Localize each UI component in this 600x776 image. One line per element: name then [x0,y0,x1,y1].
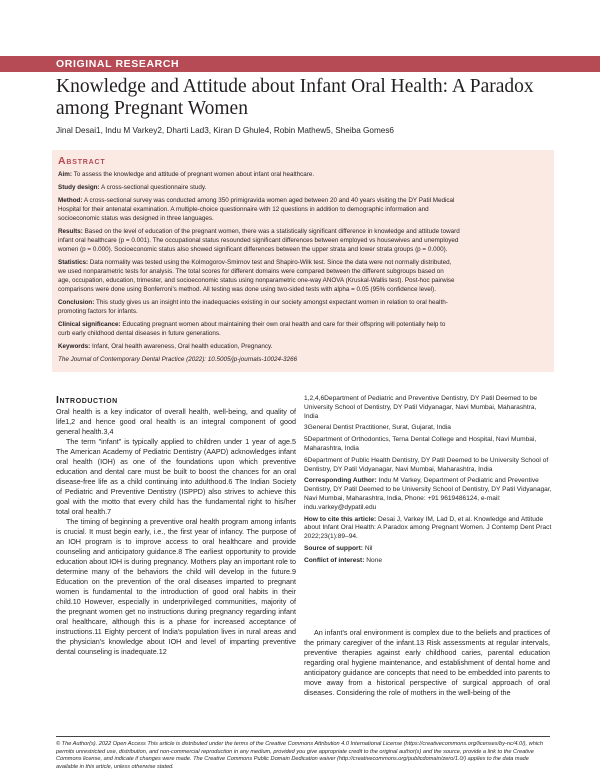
affiliations-block [304,395,552,569]
citation: How to cite this article: Desai J, Varkey IM, Lad D, et al. Knowledge and Attitude about Infant Oral Health: A Paradox among Pregnant Women. J Contemp Dent Pract 2022;23(1):89–94. [304,515,552,541]
abstract-results-line: women (p = 0.000). Socioeconomic status also showed significant differences between the upper strata and lower strata groups (p = 0.000). [58,246,448,253]
abstract-results-line: infant oral healthcare (p = 0.001). The occupational status resounded significant differences between employed vs housewives and unemployed [58,237,459,244]
section-banner [0,56,600,72]
abstract-heading: Abstract [58,155,106,167]
source-of-support: Source of support: Nil [304,544,373,552]
abstract-conclusion: Conclusion: This study gives us an insight into the inadequacies existing in our society amongst expectant women in relation to oral health- [58,299,448,306]
abstract-keywords: Keywords: Infant, Oral health awareness, Oral health education, Pregnancy. [58,343,273,350]
corresponding-author: Corresponding Author: Indu M Varkey, Department of Pediatric and Preventive Dentistry, DY Patil Deemed to be University School of Dentistry, DY Patil Vidyanagar, Navi Mumbai, Maharashtra, India, Phone: +91 9619486124, e-mail: indu.varkey@dypatil.edu [304,477,552,511]
abstract-statistics-line: age, occupation, education, trimester, and socioeconomic status using nonparametric one-way ANOVA (Kruskal-Wallis test). Post-hoc pairwise [58,277,455,284]
abstract-results: Results: Based on the level of education of the pregnant women, there was a statistically significant difference in knowledge and attitude toward [58,228,460,235]
author-list: Jinal Desai1, Indu M Varkey2, Dharti Lad3, Kiran D Ghule4, Robin Mathew5, Sheiba Gomes6 [56,126,394,135]
abstract-clinical-line: curb early childhood dental diseases in future generations. [58,330,221,337]
affiliation: 3General Dentist Practitioner, Surat, Gujarat, India [304,424,451,432]
introduction-column [56,407,296,657]
affiliation: 5Department of Orthodontics, Terna Dental College and Hospital, Navi Mumbai, Maharashtra, India [304,436,537,452]
title-line-2: among Pregnant Women [56,98,248,119]
affiliation: 6Department of Public Health Dentistry, DY Patil Deemed to be University School of Dentistry, DY Patil Vidyanagar, Navi Mumbai, Maharashtra, India [304,456,549,473]
abstract-method-line: socioeconomic status was designed in three languages. [58,215,214,222]
section-label: ORIGINAL RESEARCH [56,58,180,70]
abstract-aim: Aim: To assess the knowledge and attitude of pregnant women about infant oral healthcare. [58,171,315,178]
intro-paragraph: Oral health is a key indicator of overall health, well-being, and quality of life1,2 and hence good oral health is an integral component of good general health.3,4 [56,407,296,436]
introduction-heading: Introduction [56,394,118,406]
abstract-statistics-line: comparisons were done using Bonferroni's method. All testing was done using two-sided tests with alpha = 0.05 (95% confidence level). [58,286,437,293]
abstract-method-line: Hospital for their antenatal examination. A multiple-choice questionnaire with 12 questions in addition to demographic information and [58,206,429,213]
title-line-1: Knowledge and Attitude about Infant Oral Health: A Paradox [56,76,534,97]
intro-paragraph: The term "infant" is typically applied to children under 1 year of age.5 The American Academy of Pediatric Dentistry (AAPD) acknowledges infant oral health (IOH) as one of the foundations upon which preventive education and dental care must be built to boost the chances for an oral disease-free life as a child continuing into adulthood.6 The Indian Society of Pediatric and Preventive Dentistry (ISPPD) also strives to achieve this goal with the motto that every child has the fundamental right to his/her total oral health.7 [56,437,296,516]
footer-divider [56,736,550,737]
abstract-statistics-line: we used nonparametric tests for analysis. The total scores for different domains were compared between the different subgroups based on [58,268,444,275]
body-paragraph: An infant's oral environment is complex due to the beliefs and practices of the primary caregiver of the infant.13 Risk assessments at regular intervals, preventive therapies against early childhood caries, parental education regarding oral hygiene maintenance, and establishment of dental home and anticipatory guidance are concepts that need to be embedded into parents to move away from a historical perspective of surgical approach of oral diseases. Considering the role of mothers in the well-being of the [304,628,550,697]
abstract-statistics: Statistics: Data normality was tested using the Kolmogorov-Smirnov test and Shapiro-Wilk test. Since the data were not normally distributed, [58,259,452,266]
abstract-clinical-significance: Clinical significance: Educating pregnant women about maintaining their own oral health and care for their offspring will potentially help to [58,321,446,328]
right-body-column [304,628,550,698]
abstract-method: Method: A cross-sectional survey was conducted among 350 primigravida women aged between 20 and 40 years visiting the DY Patil Medical [58,197,455,204]
article-title [56,76,556,120]
license-footer: © The Author(s). 2022 Open Access This article is distributed under the terms of the Creative Commons Attribution 4.0 International License (https://creativecommons.org/licenses/by-nc/4.0/), which permits unrestricted use, distribution, and non-commercial reproduction in any medium, provided you give appropriate credit to the original author(s) and the source, provide a link to the Creative Commons license, and indicate if changes were made. The Creative Commons Public Domain Dedication waiver (http://creativecommons.org/publicdomain/zero/1.0/) applies to the data made available in this article, unless otherwise stated. [56,741,543,770]
journal-reference: The Journal of Contemporary Dental Practice (2022): 10.5005/jp-journals-10024-3266 [58,356,298,363]
abstract-design: Study design: A cross-sectional questionnaire study. [58,184,207,191]
abstract-conclusion-line: promoting factors for infants. [58,308,138,315]
conflict-of-interest: Conflict of interest: None [304,556,383,564]
affiliation: 1,2,4,6Department of Pediatric and Preventive Dentistry, DY Patil Deemed to be University School of Dentistry, DY Patil Vidyanagar, Navi Mumbai, Maharashtra, India [304,395,538,420]
intro-paragraph: The timing of beginning a preventive oral health program among infants is crucial. It must begin early, i.e., the first year of infancy. The purpose of an IOH program is to improve access to oral healthcare and provide counseling and anticipatory guidance.8 The earliest opportunity to provide education about IOH is during pregnancy. Mothers play an important role to determine many of the behaviors the child will develop in the future.9 Education on the prevention of the oral diseases imparted to pregnant women is fundamental to the introduction of good oral habits in their child.10 However, especially in underprivileged communities, majority of the pregnant women get no instructions during pregnancy regarding infant oral healthcare, although this is a phase for increased acceptance of instructions.11 Eighty percent of India's population lives in rural areas and the physician's knowledge about IOH and level of imparting preventive dental counseling is inadequate.12 [56,517,296,656]
